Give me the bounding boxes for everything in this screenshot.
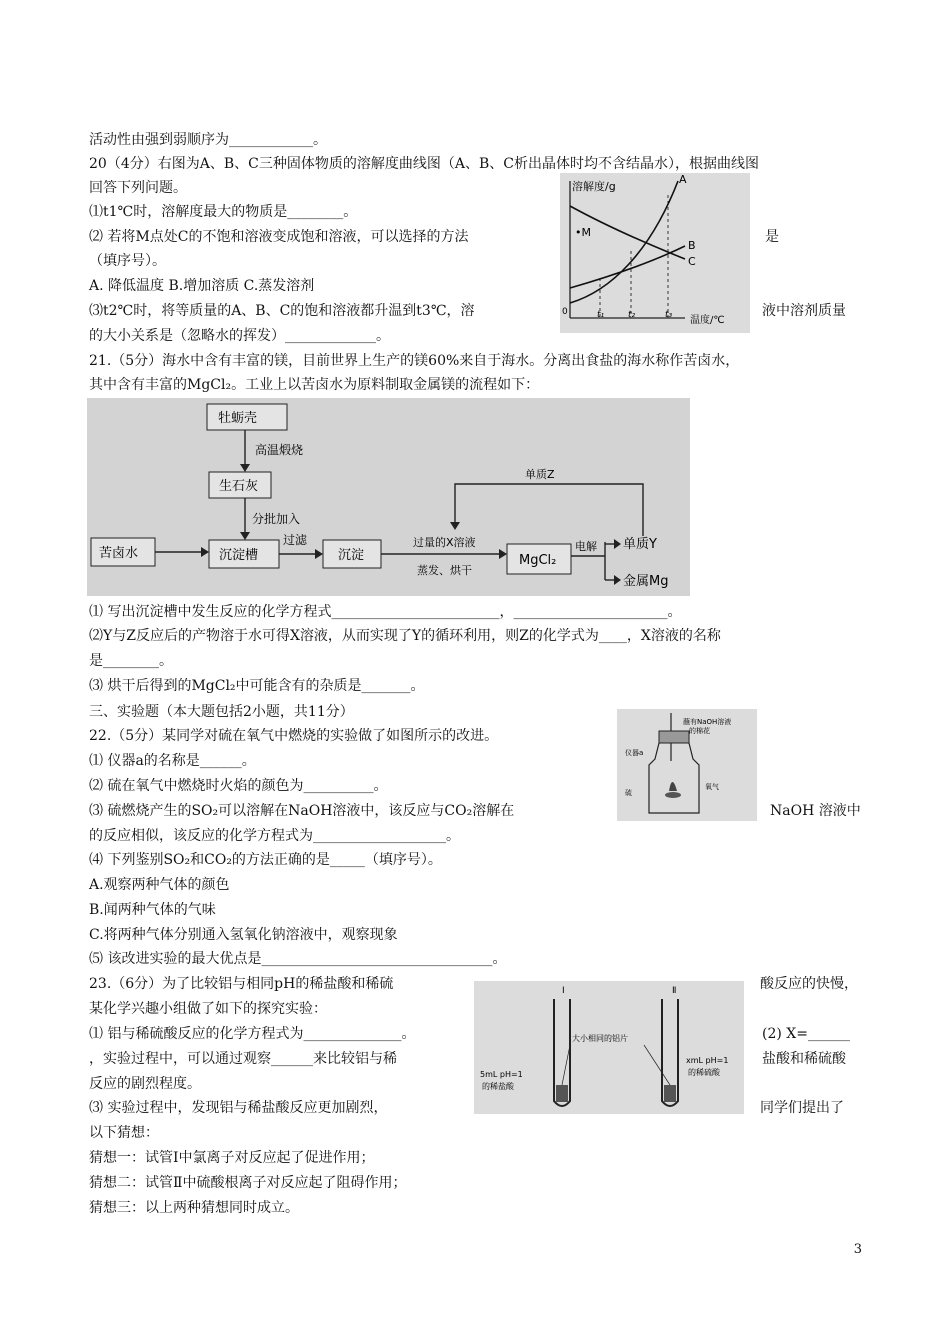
curve-a bbox=[570, 181, 678, 303]
q22-option-a: A.观察两种气体的颜色 bbox=[89, 877, 230, 893]
hcl-label-1: 5mL pH=1 bbox=[480, 1070, 523, 1079]
evap-dry-text: 蒸发、烘干 bbox=[417, 564, 472, 577]
lime-text: 生石灰 bbox=[219, 479, 259, 494]
sulfur-label: 硫 bbox=[625, 789, 632, 797]
q21-part3: ⑶ 烘干后得到的MgCl₂中可能含有的杂质是_______。 bbox=[89, 678, 425, 694]
test-tubes-figure bbox=[474, 981, 744, 1114]
tube-2-label: Ⅱ bbox=[672, 986, 677, 996]
gas-bottle bbox=[649, 743, 699, 813]
q21-part1: ⑴ 写出沉淀槽中发生反应的化学方程式________________________，______________________。 bbox=[89, 604, 682, 620]
q20-part2-cont: （填序号）。 bbox=[89, 253, 166, 269]
q22-stem: 22.（5分）某同学对硫在氧气中燃烧的实验做了如图所示的改进。 bbox=[89, 728, 499, 744]
h2so4-label-2: 的稀硫酸 bbox=[688, 1068, 720, 1077]
line-answer-order: 活动性由强到弱顺序为____________。 bbox=[89, 132, 327, 148]
q23-part3-right: 同学们提出了 bbox=[760, 1100, 844, 1116]
curve-b-label: B bbox=[688, 239, 696, 252]
curve-c-label: C bbox=[688, 255, 696, 268]
cotton-label-2: 的棉花 bbox=[689, 727, 710, 735]
q22-part1: ⑴ 仪器a的名称是______。 bbox=[89, 753, 256, 769]
y-axis-label: 溶解度/g bbox=[572, 180, 616, 193]
q23-stem: 23.（6分）为了比较铝与相同pH的稀盐酸和稀硫 bbox=[89, 976, 394, 992]
recycle-loop bbox=[455, 484, 643, 536]
curve-a-label: A bbox=[679, 173, 687, 186]
q22-part3-cont: 的反应相似，该反应的化学方程式为___________________。 bbox=[89, 828, 460, 844]
tube-2-liquid bbox=[664, 1085, 676, 1102]
q23-stem-cont: 某化学兴趣小组做了如下的探究实验： bbox=[89, 1001, 327, 1017]
excess-x-text: 过量的X溶液 bbox=[413, 536, 476, 549]
element-z-text: 单质Z bbox=[525, 468, 555, 481]
q23-part1: ⑴ 铝与稀硫酸反应的化学方程式为______________。 bbox=[89, 1026, 416, 1042]
add-batch-text: 分批加入 bbox=[252, 512, 301, 526]
guess-one: 猜想一：试管Ⅰ中氯离子对反应起了促进作用； bbox=[89, 1150, 375, 1166]
q21-stem: 21.（5分）海水中含有丰富的镁，目前世界上生产的镁60%来自于海水。分离出食盐的海水称作苦卤水， bbox=[89, 353, 740, 369]
q21-part2: ⑵Y与Z反应后的产物溶于水可得X溶液，从而实现了Y的循环利用，则Z的化学式为____，X溶液的名称 bbox=[89, 628, 721, 644]
q23-part2-cont: ，实验过程中，可以通过观察______来比较铝与稀 bbox=[89, 1051, 397, 1067]
q22-part4: ⑷ 下列鉴别SO₂和CO₂的方法正确的是_____（填序号）。 bbox=[89, 852, 442, 868]
magnesium-flow-chart bbox=[87, 398, 690, 596]
section-three-heading: 三、实验题（本大题包括2小题，共11分） bbox=[89, 704, 354, 720]
q23-part3: ⑶ 实验过程中，发现铝与稀盐酸反应更加剧烈， bbox=[89, 1100, 388, 1116]
calcine-text: 高温煅烧 bbox=[255, 443, 304, 457]
aluminum-label: 大小相同的铝片 bbox=[572, 1034, 628, 1043]
origin-label: 0 bbox=[562, 307, 568, 317]
t2-label: t₂ bbox=[628, 310, 636, 320]
stopper bbox=[659, 731, 689, 743]
oxygen-label: 氧气 bbox=[705, 783, 719, 791]
t1-label: t₁ bbox=[597, 310, 605, 320]
q22-part3-right: NaOH 溶液中 bbox=[770, 803, 861, 819]
q20-part2-right: 是 bbox=[765, 229, 779, 245]
q20-options: A. 降低温度 B.增加溶质 C.蒸发溶剂 bbox=[89, 278, 315, 294]
q20-part3: ⑶t2℃时，将等质量的A、B、C的饱和溶液都升温到t3℃，溶 bbox=[89, 303, 475, 319]
tube-1-liquid bbox=[556, 1085, 568, 1102]
metal-mg-text: 金属Mg bbox=[623, 574, 669, 589]
q23-part2-right: (2) X=______ bbox=[762, 1026, 850, 1042]
brine-text: 苦卤水 bbox=[99, 546, 139, 561]
precip-text: 沉淀 bbox=[338, 548, 365, 563]
q22-part3: ⑶ 硫燃烧产生的SO₂可以溶解在NaOH溶液中，该反应与CO₂溶解在 bbox=[89, 803, 515, 819]
q22-option-b: B.闻两种气体的气味 bbox=[89, 902, 216, 918]
h2so4-label-1: xmL pH=1 bbox=[686, 1056, 729, 1065]
electrolysis-text: 电解 bbox=[575, 540, 597, 553]
flame-icon bbox=[669, 782, 677, 791]
q20-part3-cont: 的大小关系是（忽略水的挥发）_____________。 bbox=[89, 328, 390, 344]
q20-part2: ⑵ 若将M点处C的不饱和溶液变成饱和溶液，可以选择的方法 bbox=[89, 229, 469, 245]
q21-part2-cont: 是________。 bbox=[89, 653, 173, 669]
filter-text: 过滤 bbox=[283, 533, 308, 547]
t3-label: t₃ bbox=[665, 310, 673, 320]
oyster-text: 牡蛎壳 bbox=[218, 411, 258, 426]
tube-1-label: Ⅰ bbox=[562, 986, 565, 996]
q23-part3-cont: 以下猜想： bbox=[89, 1125, 159, 1141]
hcl-label-2: 的稀盐酸 bbox=[482, 1082, 514, 1091]
guess-two: 猜想二：试管Ⅱ中硫酸根离子对反应起了阻碍作用； bbox=[89, 1175, 407, 1191]
q22-part2: ⑵ 硫在氧气中燃烧时火焰的颜色为__________。 bbox=[89, 778, 388, 794]
q20-part1: ⑴t1℃时，溶解度最大的物质是________。 bbox=[89, 204, 358, 220]
q23-stem-right: 酸反应的快慢， bbox=[760, 976, 858, 992]
point-m-label: •M bbox=[575, 226, 591, 239]
tank-text: 沉淀槽 bbox=[219, 548, 259, 563]
guess-three: 猜想三：以上两种猜想同时成立。 bbox=[89, 1200, 299, 1216]
q23-part2-cont-right: 盐酸和稀硫酸 bbox=[762, 1051, 846, 1067]
page-number: 3 bbox=[853, 1242, 862, 1257]
q23-part2-end: 反应的剧烈程度。 bbox=[89, 1076, 201, 1092]
cotton-label: 蘸有NaOH溶液 bbox=[683, 718, 732, 726]
q20-part3-right: 液中溶剂质量 bbox=[762, 303, 846, 319]
q20-stem-cont: 回答下列问题。 bbox=[89, 180, 187, 196]
instrument-a-label: 仪器a bbox=[625, 749, 644, 757]
q21-stem-cont: 其中含有丰富的MgCl₂。工业上以苦卤水为原料制取金属镁的流程如下： bbox=[89, 377, 540, 393]
q22-part5: ⑸ 该改进实验的最大优点是_________________________________。 bbox=[89, 951, 507, 967]
x-axis-label: 温度/℃ bbox=[690, 315, 725, 326]
q20-stem: 20（4分）右图为A、B、C三种固体物质的溶解度曲线图（A、B、C析出晶体时均不含结晶水），根据曲线图 bbox=[89, 156, 759, 172]
q22-option-c: C.将两种气体分别通入氢氧化钠溶液中，观察现象 bbox=[89, 927, 398, 943]
element-y-text: 单质Y bbox=[623, 537, 657, 552]
solubility-graph bbox=[560, 173, 750, 333]
sulfur-apparatus-figure bbox=[617, 709, 757, 821]
mgcl2-text: MgCl₂ bbox=[519, 553, 557, 568]
